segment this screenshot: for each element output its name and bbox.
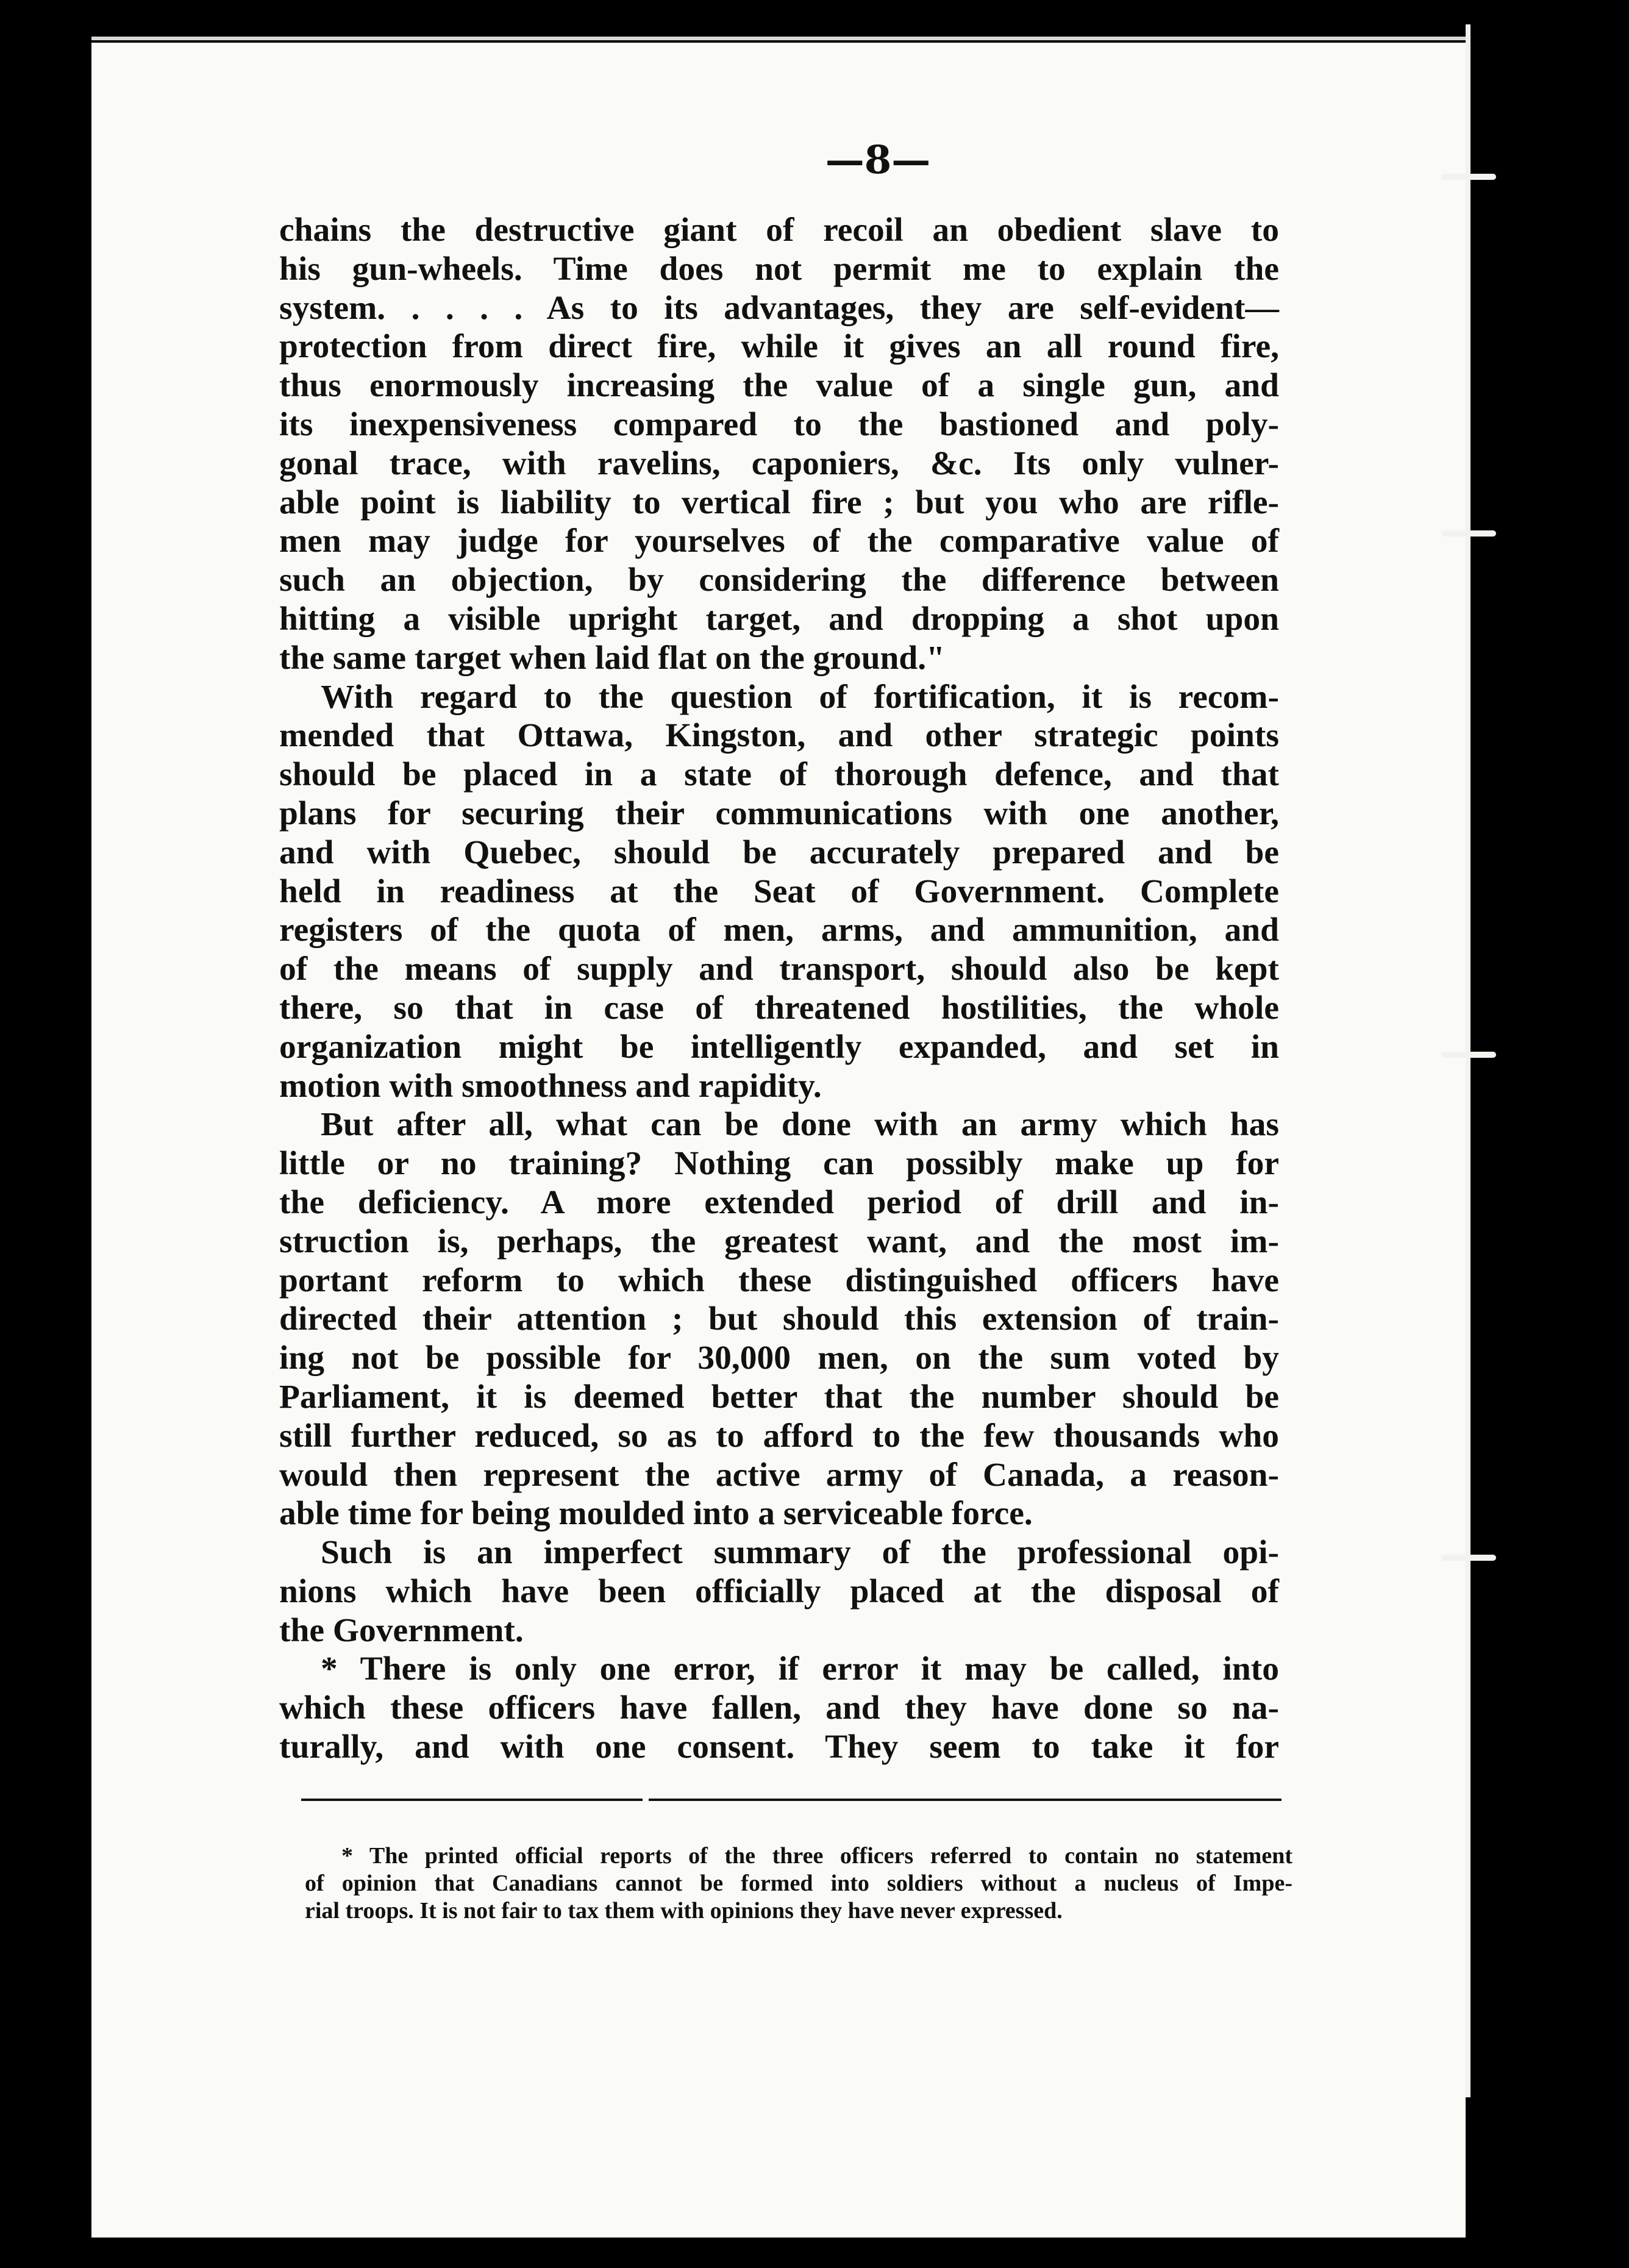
text-line: chains the destructive giant of recoil an obedient slave to [279,212,1279,249]
footnote-line: * The printed official reports of the three officers referred to contain no statement [341,1843,1292,1869]
text-line: * There is only one error, if error it may be called, into [321,1650,1279,1688]
text-line: turally, and with one consent. They seem to take it for [279,1728,1279,1766]
binding-tick [1441,530,1496,537]
text-line: motion with smoothness and rapidity. [279,1067,822,1105]
text-line: Such is an imperfect summary of the professional opi- [321,1534,1279,1572]
text-line: still further reduced, so as to afford to the few thousands who [279,1417,1279,1455]
text-line: able time for being moulded into a serviceable force. [279,1495,1033,1533]
text-line: protection from direct fire, while it gives an all round fire, [279,328,1279,366]
footnote-line: of opinion that Canadians cannot be formed into soldiers without a nucleus of Impe- [305,1870,1292,1896]
page-top-edge [91,37,1466,40]
text-line: of the means of supply and transport, should also be kept [279,950,1279,988]
text-line: organization might be intelligently expanded, and set in [279,1028,1279,1066]
footnote-rule [301,1799,643,1801]
text-line: thus enormously increasing the value of a single gun, and [279,367,1279,405]
text-line: would then represent the active army of Canada, a reason- [279,1456,1279,1494]
text-line: mended that Ottawa, Kingston, and other strategic points [279,717,1279,755]
text-line: the same target when laid flat on the ground." [279,639,945,677]
text-line: should be placed in a state of thorough defence, and that [279,756,1279,794]
text-line: which these officers have fallen, and they have done so na- [279,1689,1279,1727]
text-line: hitting a visible upright target, and dropping a shot upon [279,600,1279,638]
text-line: With regard to the question of fortification, it is recom- [321,678,1279,716]
text-line: held in readiness at the Seat of Government. Complete [279,872,1279,910]
text-line: its inexpensiveness compared to the bastioned and poly- [279,405,1279,443]
text-line: there, so that in case of threatened hostilities, the whole [279,989,1279,1027]
page-number: —8— [825,137,931,183]
text-line: able point is liability to vertical fire ; but you who are rifle- [279,483,1279,521]
text-line: portant reform to which these distinguished officers have [279,1261,1279,1299]
text-line: the Government. [279,1611,524,1649]
text-line: and with Quebec, should be accurately prepared and be [279,833,1279,871]
text-line: Parliament, it is deemed better that the number should be [279,1378,1279,1416]
text-line: ing not be possible for 30,000 men, on the sum voted by [279,1339,1279,1377]
text-line: men may judge for yourselves of the comparative value of [279,522,1279,560]
body-text [279,211,1279,1767]
text-line: nions which have been officially placed at the disposal of [279,1572,1279,1610]
binding-edge [1466,24,1470,2097]
text-line: gonal trace, with ravelins, caponiers, &c. Its only vulner- [279,444,1279,482]
text-line: directed their attention ; but should this extension of train- [279,1300,1279,1338]
text-line: the deficiency. A more extended period of drill and in- [279,1183,1279,1221]
text-line: registers of the quota of men, arms, and ammunition, and [279,911,1279,949]
binding-tick [1441,1052,1496,1058]
text-line: little or no training? Nothing can possibly make up for [279,1145,1279,1183]
footnote-rule [649,1799,1281,1801]
footnote-line: rial troops. It is not fair to tax them with opinions they have never expressed. [305,1898,1063,1924]
text-line: But after all, what can be done with an army which has [321,1106,1279,1144]
footnote [305,1842,1292,1925]
text-line: such an objection, by considering the difference between [279,562,1279,599]
text-line: system. . . . . As to its advantages, they are self-evident— [279,289,1279,327]
text-line: struction is, perhaps, the greatest want, and the most im- [279,1222,1279,1260]
text-line: his gun-wheels. Time does not permit me to explain the [279,250,1279,288]
text-line: plans for securing their communications with one another, [279,794,1279,832]
binding-tick [1441,1555,1496,1561]
